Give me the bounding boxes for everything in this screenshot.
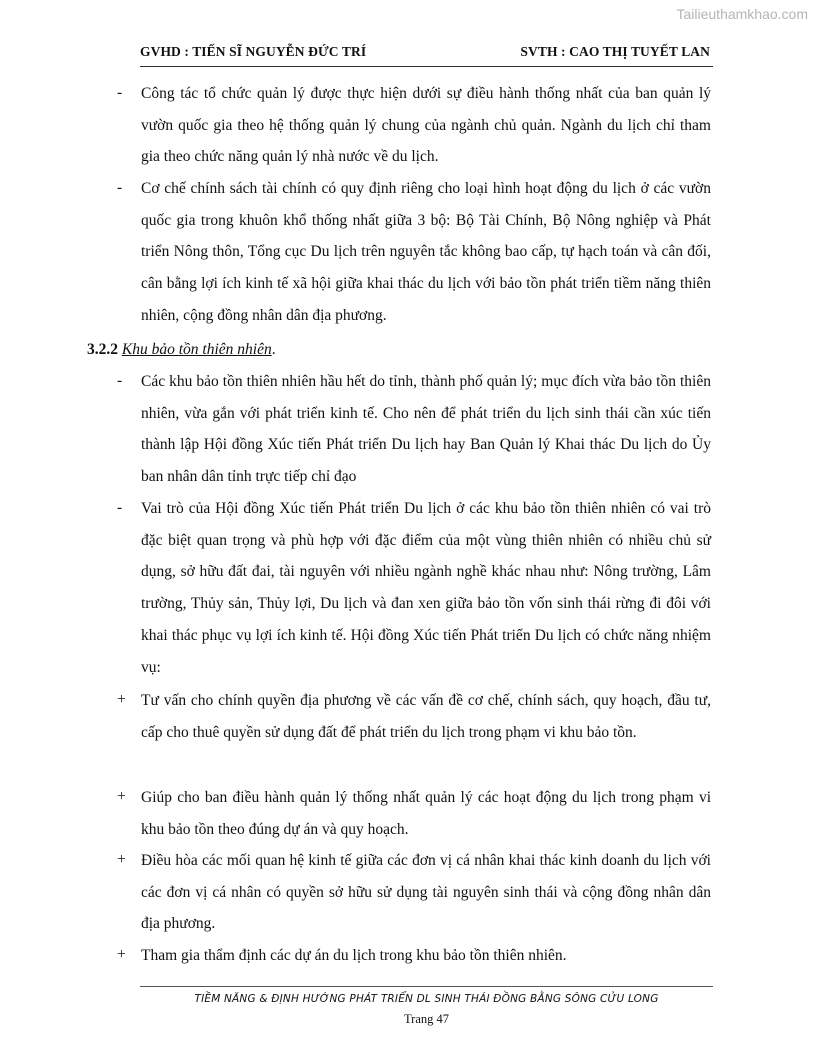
bullet-plus: +	[117, 788, 126, 805]
paragraph: Giúp cho ban điều hành quản lý thống nhất quản lý các hoạt động du lịch trong phạm vi khu bảo tồn theo đúng dự án và quy hoạch.	[141, 789, 711, 838]
paragraph: Tham gia thẩm định các dự án du lịch trong khu bảo tồn thiên nhiên.	[141, 947, 567, 964]
header-advisor: GVHD : TIẾN SĨ NGUYỄN ĐỨC TRÍ	[140, 44, 367, 59]
bullet-dash: -	[117, 372, 123, 389]
bullet-plus: +	[117, 851, 126, 868]
paragraph: Tư vấn cho chính quyền địa phương về các vấn đề cơ chế, chính sách, quy hoạch, đầu tư, cấp cho thuê quyền sử dụng đất để phát triển du lịch trong phạm vi khu bảo tồn.	[141, 692, 711, 741]
paragraph: Điều hòa các mối quan hệ kinh tế giữa các đơn vị cá nhân khai thác kinh doanh du lịch với các đơn vị cá nhân có quyền sở hữu sử dụng tài nguyên sinh thái và cộng đồng nhân dân địa phương.	[141, 852, 711, 933]
paragraph: Cơ chế chính sách tài chính có quy định riêng cho loại hình hoạt động du lịch ở các vườn quốc gia trong khuôn khổ thống nhất giữa 3 bộ: Bộ Tài Chính, Bộ Nông nghiệp và Phát triển Nông thôn, Tổng cục Du lịch trên nguyên tắc không bao cấp, tự hạch toán và cân đối, cân bằng lợi ích kinh tế xã hội giữa khai thác du lịch với bảo tồn phát triển tiềm năng thiên nhiên, cộng đồng nhân dân địa phương.	[141, 180, 711, 324]
bullet-plus: +	[117, 946, 126, 963]
section-suffix: .	[271, 341, 276, 358]
paragraph: Công tác tổ chức quản lý được thực hiện dưới sự điều hành thống nhất của ban quản lý vườn quốc gia theo hệ thống quản lý chung của ngành chủ quản. Ngành du lịch chỉ tham gia theo chức năng quản lý nhà nước về du lịch.	[141, 85, 711, 166]
header-divider	[140, 66, 713, 67]
section-title: Khu bảo tồn thiên nhiên	[121, 341, 272, 358]
footer-divider	[140, 986, 713, 987]
bullet-dash: -	[117, 179, 123, 196]
page-header	[140, 44, 710, 60]
section-number: 3.2.2	[87, 341, 118, 358]
footer-title: TIỀM NĂNG & ĐỊNH HƯỚNG PHÁT TRIỂN DL SINH THÁI ĐỒNG BẰNG SÔNG CỬU LONG	[194, 993, 659, 1005]
bullet-dash: -	[117, 499, 123, 516]
section-heading	[87, 341, 276, 359]
paragraph: Vai trò của Hội đồng Xúc tiến Phát triển Du lịch ở các khu bảo tồn thiên nhiên có vai trò đặc biệt quan trọng và phù hợp với đặc điểm của một vùng thiên nhiên có nhiều chủ sử dụng, sở hữu đất đai, tài nguyên với nhiều ngành nghề khác nhau như: Nông trường, Lâm trường, Thủy sản, Thủy lợi, Du lịch và đan xen giữa bảo tồn vốn sinh thái rừng đi đôi với khai thác phục vụ lợi ích kinh tế. Hội đồng Xúc tiến Phát triển Du lịch có chức năng nhiệm vụ:	[141, 500, 711, 676]
bullet-dash: -	[117, 84, 123, 101]
watermark: Tailieuthamkhao.com	[676, 6, 808, 22]
page-number: Trang 47	[403, 1012, 450, 1026]
header-student: SVTH : CAO THỊ TUYẾT LAN	[520, 44, 710, 59]
bullet-plus: +	[117, 691, 126, 708]
paragraph: Các khu bảo tồn thiên nhiên hầu hết do tỉnh, thành phố quản lý; mục đích vừa bảo tồn thiên nhiên, vừa gắn với phát triển kinh tế. Cho nên để phát triển du lịch sinh thái cần xúc tiến thành lập Hội đồng Xúc tiến Phát triển Du lịch hay Ban Quản lý Khai thác Du lịch do Ủy ban nhân dân tỉnh trực tiếp chỉ đạo	[141, 373, 711, 486]
